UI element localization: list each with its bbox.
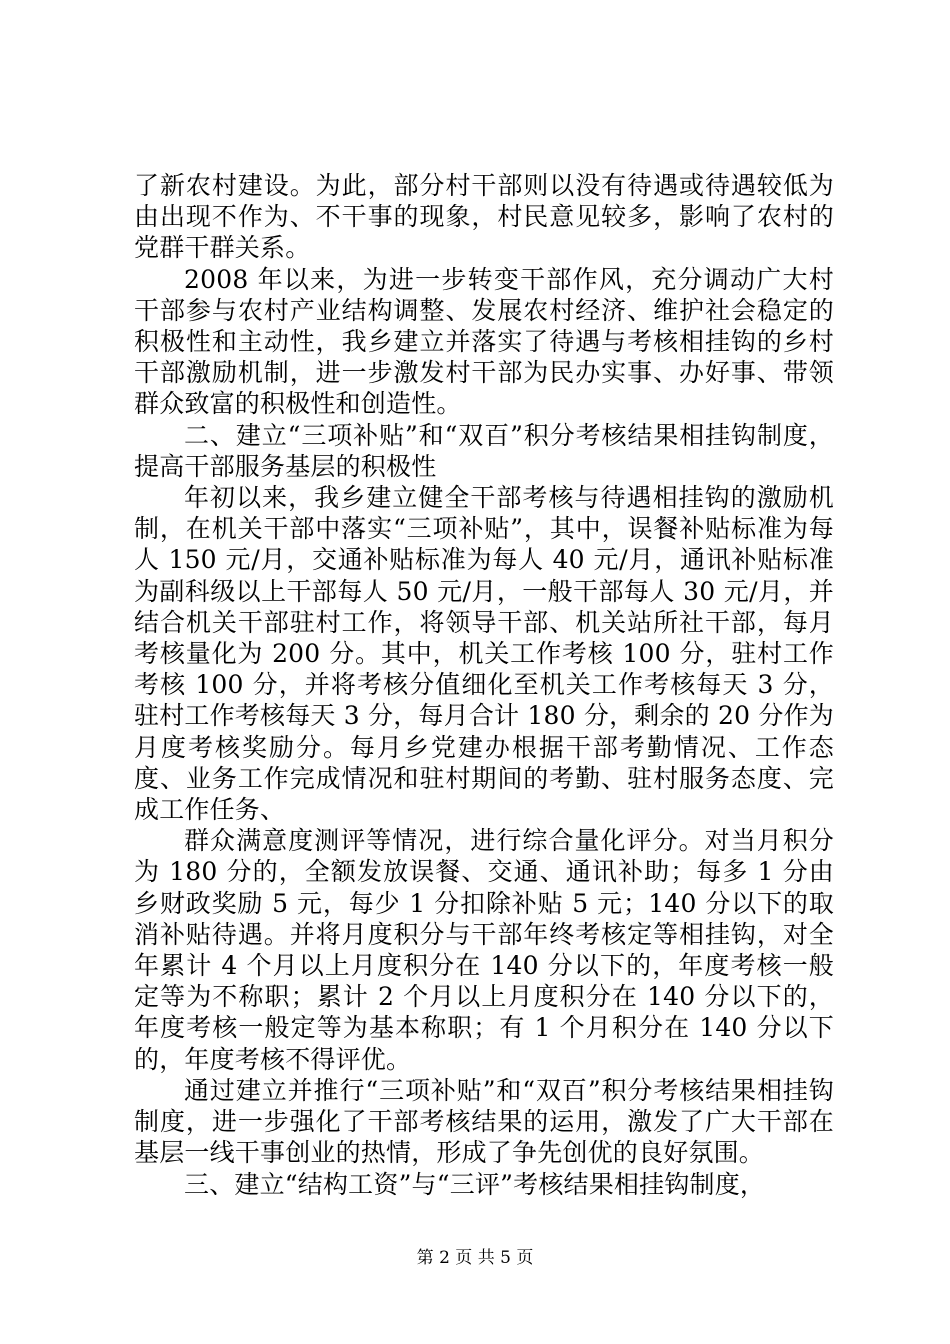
- paragraph-subsidy-details: 年初以来，我乡建立健全干部考核与待遇相挂钩的激励机制，在机关干部中落实“三项补贴”，其中，误餐补贴标准为每人 150 元/月，交通补贴标准为每人 40 元/月，通讯补贴标准为副科级以上干部每人 50 元/月，一般干部每人 30 元/月，并结合机关干部驻村工作，将领导干部、机关站所社干部，每月考核量化为 200 分。其中，机关工作考核 100 分，驻村工作考核 100 分，并将考核分值细化至机关工作考核每天 3 分，驻村工作考核每天 3 分，每月合计 180 分，剩余的 20 分作为月度考核奖励分。每月乡党建办根据干部考勤情况、工作态度、业务工作完成情况和驻村期间的考勤、驻村服务态度、完成工作任务、: [134, 483, 834, 825]
- paragraph-intro-2008: 2008 年以来，为进一步转变干部作风，充分调动广大村干部参与农村产业结构调整、发展农村经济、维护社会稳定的积极性和主动性，我乡建立并落实了待遇与考核相挂钩的乡村干部激励机制，进一步激发村干部为民办实事、办好事、带领群众致富的积极性和创造性。: [134, 264, 834, 419]
- page-number-footer: 第 2 页 共 5 页: [416, 1248, 534, 1268]
- paragraph-continuation: 了新农村建设。为此，部分村干部则以没有待遇或待遇较低为由出现不作为、不干事的现象，村民意见较多，影响了农村的党群干群关系。: [134, 171, 834, 263]
- section-heading-two: 二、建立“三项补贴”和“双百”积分考核结果相挂钩制度，提高干部服务基层的积极性: [134, 420, 834, 481]
- section-heading-three: 三、建立“结构工资”与“三评”考核结果相挂钩制度，: [184, 1169, 766, 1199]
- paragraph-scoring-rules: 群众满意度测评等情况，进行综合量化评分。对当月积分为 180 分的，全额发放误餐、交通、通讯补助；每多 1 分由乡财政奖励 5 元，每少 1 分扣除补贴 5 元；140 分以下的取消补贴待遇。并将月度积分与干部年终考核定等相挂钩，对全年累计 4 个月以上月度积分在 140 分以下的，年度考核一般定等为不称职；累计 2 个月以上月度积分在 140 分以下的，年度考核一般定等为基本称职；有 1 个月积分在 140 分以下的，年度考核不得评优。: [134, 826, 834, 1074]
- document-body: [134, 170, 834, 1200]
- paragraph-summary: 通过建立并推行“三项补贴”和“双百”积分考核结果相挂钩制度，进一步强化了干部考核结果的运用，激发了广大干部在基层一线干事创业的热情，形成了争先创优的良好氛围。: [134, 1075, 834, 1168]
